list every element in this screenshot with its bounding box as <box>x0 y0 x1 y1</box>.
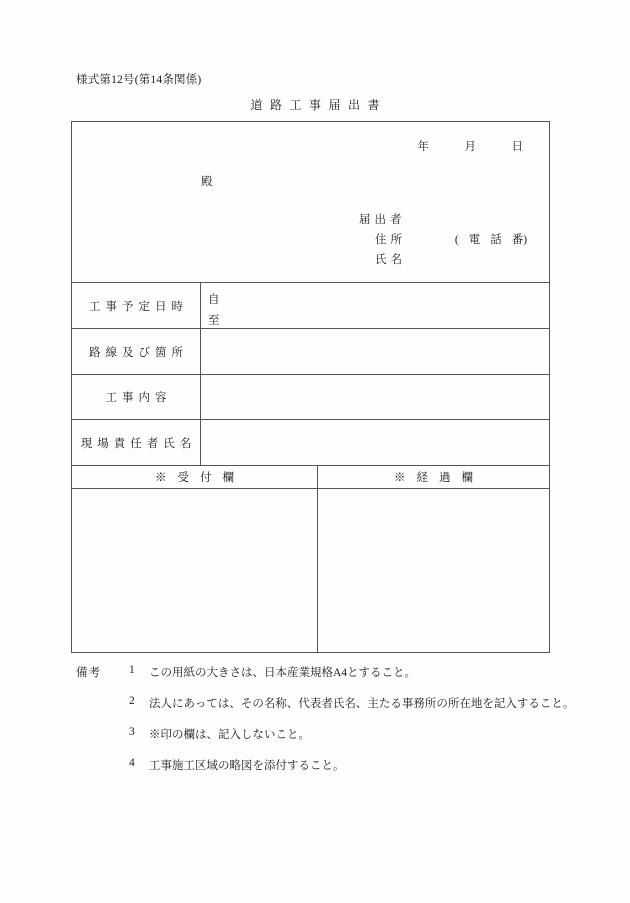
note-number: 4 <box>129 757 135 769</box>
table-row-content <box>72 375 549 420</box>
address-label: 住所 <box>375 234 406 246</box>
row-label-content: 工事内容 <box>105 392 172 404</box>
address-line <box>355 230 527 250</box>
note-number: 3 <box>129 726 135 738</box>
row-label-cell <box>72 283 201 328</box>
note-item <box>76 726 576 757</box>
receipt-header-cell <box>72 466 318 488</box>
phone-open: (電話 <box>454 234 512 246</box>
submitter-label-line <box>355 210 527 230</box>
from-marker: 自 <box>208 294 220 306</box>
from-to-markers <box>208 290 220 332</box>
progress-body-cell[interactable] <box>318 489 549 652</box>
row-value-manager[interactable] <box>201 420 549 465</box>
phone-close: 番) <box>511 234 528 246</box>
addressee-honorific: 殿 <box>201 176 213 188</box>
name-line <box>355 250 527 270</box>
note-item <box>76 695 576 726</box>
note-text: 工事施工区域の略図を添付すること。 <box>149 760 345 772</box>
notes-section <box>76 664 576 788</box>
row-label-manager: 現場責任者氏名 <box>80 437 197 450</box>
note-text: ※印の欄は、記入しないこと。 <box>149 729 310 741</box>
to-marker: 至 <box>208 315 220 327</box>
notes-heading: 備考 <box>76 667 101 679</box>
date-line: 年 月 日 <box>417 141 535 153</box>
row-label-schedule: 工事予定日時 <box>89 300 188 313</box>
receipt-header-label: ※受付欄 <box>155 472 245 484</box>
name-label: 氏名 <box>375 254 406 266</box>
receipt-body-cell[interactable] <box>72 489 318 652</box>
form-table <box>71 121 550 653</box>
row-label-cell <box>72 420 201 465</box>
note-number: 1 <box>129 664 135 676</box>
header-block <box>72 122 549 283</box>
note-text: この用紙の大きさは、日本産業規格A4とすること。 <box>149 667 417 679</box>
official-use-body-row <box>72 489 549 652</box>
phone-field <box>455 230 527 250</box>
progress-header-label: ※経過欄 <box>394 472 484 484</box>
progress-header-cell <box>318 466 549 488</box>
note-number: 2 <box>129 695 135 707</box>
submitter-label: 届出者 <box>359 214 406 226</box>
official-use-header-row <box>72 466 549 489</box>
row-value-schedule[interactable] <box>201 283 549 328</box>
row-value-content[interactable] <box>201 375 549 419</box>
form-code: 様式第12号(第14条関係) <box>76 74 202 86</box>
table-row-manager <box>72 420 549 466</box>
submitter-block <box>355 210 527 270</box>
note-text: 法人にあっては、その名称、代表者氏名、主たる事務所の所在地を記入すること。 <box>149 698 575 710</box>
row-label-cell <box>72 329 201 374</box>
table-row-schedule <box>72 283 549 329</box>
row-label-location: 路線及び箇所 <box>89 346 188 359</box>
row-label-cell <box>72 375 201 419</box>
table-row-location <box>72 329 549 375</box>
row-value-location[interactable] <box>201 329 549 374</box>
note-item <box>76 664 576 695</box>
document-title: 道路工事届出書 <box>250 98 387 112</box>
note-item <box>76 757 576 788</box>
